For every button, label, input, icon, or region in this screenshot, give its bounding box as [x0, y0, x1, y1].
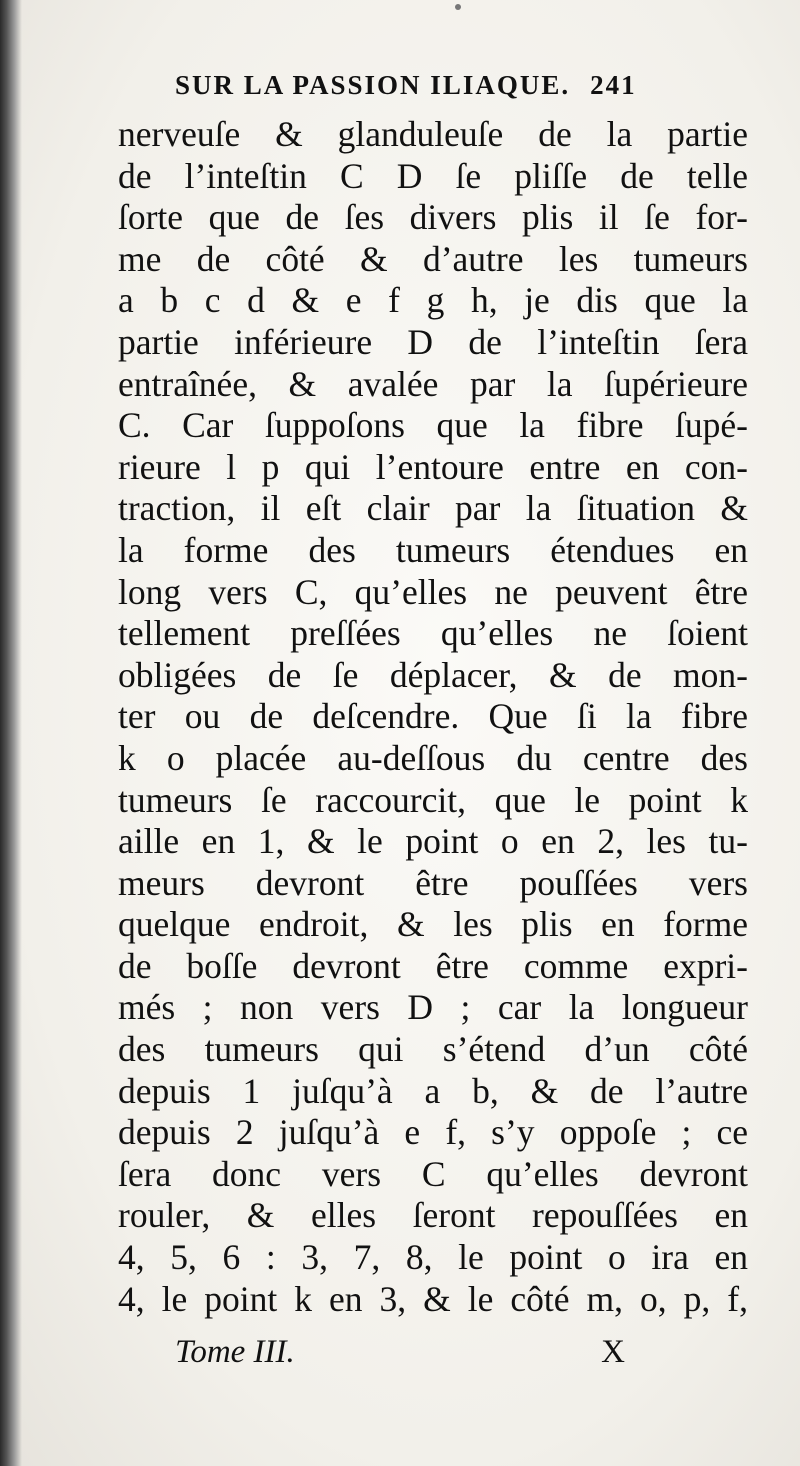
text-line: ſera donc vers C qu’elles devront [118, 1153, 748, 1194]
text-line: depuis 1 juſqu’à a b, & de l’autre [118, 1070, 748, 1111]
volume-label: Tome III. [175, 1334, 295, 1370]
text-line: partie inférieure D de l’inteſtin ſera [118, 321, 748, 362]
text-line: nerveuſe & glanduleuſe de la partie [118, 114, 748, 154]
text-line: ſorte que de ſes divers plis il ſe for- [118, 197, 748, 238]
text-line: de boſſe devront être comme expri- [118, 945, 748, 986]
body-text [118, 114, 748, 1320]
text-line: aille en 1, & le point o en 2, les tu- [118, 821, 748, 862]
text-line: obligées de ſe déplacer, & de mon- [118, 654, 748, 695]
text-line: la forme des tumeurs étendues en [118, 529, 748, 570]
text-line: més ; non vers D ; car la longueur [118, 987, 748, 1028]
text-line: des tumeurs qui s’étend d’un côté [118, 1029, 748, 1070]
text-line: 4, le point k en 3, & le côté m, o, p, f, [118, 1278, 748, 1319]
text-line: long vers C, qu’elles ne peuvent être [118, 571, 748, 612]
signature-mark: X [601, 1334, 625, 1370]
text-line: me de côté & d’autre les tumeurs [118, 238, 748, 279]
text-line: tumeurs ſe raccourcit, que le point k [118, 779, 748, 820]
text-line: C. Car ſuppoſons que la fibre ſupé- [118, 405, 748, 446]
page-footer [175, 1334, 625, 1371]
text-line: tellement preſſées qu’elles ne ſoient [118, 613, 748, 654]
text-line: a b c d & e f g h, je dis que la [118, 280, 748, 321]
running-header [175, 70, 765, 101]
text-line: ter ou de deſcendre. Que ſi la fibre [118, 696, 748, 737]
page-number: 241 [590, 70, 637, 100]
text-line: rieure l p qui l’entoure entre en con- [118, 446, 748, 487]
text-line: meurs devront être pouſſées vers [118, 862, 748, 903]
text-line: quelque endroit, & les plis en forme [118, 904, 748, 945]
text-line: k o placée au-deſſous du centre des [118, 737, 748, 778]
text-line: depuis 2 juſqu’à e f, s’y oppoſe ; ce [118, 1112, 748, 1153]
text-line: 4, 5, 6 : 3, 7, 8, le point o ira en [118, 1237, 748, 1278]
running-title: SUR LA PASSION ILIAQUE. [175, 70, 571, 100]
text-line: de l’inteſtin C D ſe pliſſe de telle [118, 155, 748, 196]
paper-speck [455, 4, 461, 10]
text-line: traction, il eſt clair par la ſituation & [118, 488, 748, 529]
text-line: entraînée, & avalée par la ſupérieure [118, 363, 748, 404]
text-line: rouler, & elles ſeront repouſſées en [118, 1195, 748, 1236]
binding-edge [0, 0, 22, 1466]
